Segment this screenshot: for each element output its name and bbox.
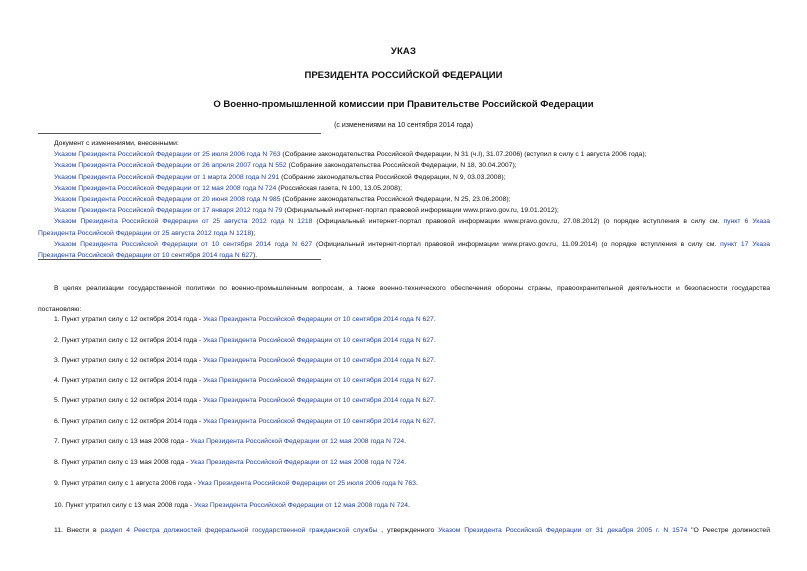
preamble-text: В целях реализации государственной политики по военно-промышленным вопросам, а также военно-технического обеспечения обороны страны, правоохранительной деятельности и безопасности государства	[54, 285, 770, 292]
edition-point-link[interactable]: пункт 6 Указа	[723, 218, 770, 226]
edition-item: Указом Президента Российской Федерации от 20 июня 2008 года N 985 (Собрание законодательства Российской Федерации, N 25, 23.06.2008);	[54, 196, 511, 204]
edition-item-cont: Президента Российской Федерации от 25 августа 2012 года N 1218);	[38, 229, 256, 237]
document-title: УКАЗ	[390, 46, 417, 57]
point-item: 9. Пункт утратил силу с 1 августа 2006 года - Указ Президента Российской Федерации от 25 июля 2006 года N 763.	[54, 480, 418, 487]
edition-link-cont[interactable]: Президента Российской Федерации от 25 августа 2012 года N 1218	[38, 229, 252, 237]
edition-link[interactable]: Указом Президента Российской Федерации от 10 сентября 2014 года N 627	[54, 240, 313, 248]
editions-intro: Документ с изменениями, внесенными:	[54, 140, 179, 147]
edition-link[interactable]: Указом Президента Российской Федерации от 25 августа 2012 года N 1218	[54, 218, 313, 226]
registry-section-link[interactable]: раздел 4 Реестра должностей федеральной государственной гражданской службы	[100, 527, 378, 534]
edition-link-cont[interactable]: Президента Российской Федерации от 10 сентября 2014 года N 627	[38, 252, 253, 260]
point-link[interactable]: Указ Президента Российской Федерации от 10 сентября 2014 года N 627	[203, 316, 434, 323]
point-link[interactable]: Указ Президента Российской Федерации от 10 сентября 2014 года N 627	[203, 397, 434, 404]
point-link[interactable]: Указ Президента Российской Федерации от 10 сентября 2014 года N 627	[203, 418, 434, 425]
point-item: 6. Пункт утратил силу с 12 октября 2014 года - Указ Президента Российской Федерации от 10 сентября 2014 года N 627.	[54, 418, 436, 425]
document-issuer: ПРЕЗИДЕНТА РОССИЙСКОЙ ФЕДЕРАЦИИ	[304, 70, 503, 81]
edition-item: Указом Президента Российской Федерации от 12 мая 2008 года N 724 (Российская газета, N 100, 13.05.2008);	[54, 184, 403, 192]
point-item: 7. Пункт утратил силу с 13 мая 2008 года - Указ Президента Российской Федерации от 12 мая 2008 года N 724.	[54, 438, 407, 445]
edition-link[interactable]: Указом Президента Российской Федерации от 26 апреля 2007 года N 552	[54, 162, 287, 170]
edition-link[interactable]: Указом Президента Российской Федерации от 25 июля 2006 года N 763	[54, 151, 281, 159]
preamble	[38, 283, 770, 315]
edition-item: Указом Президента Российской Федерации от 1 марта 2008 года N 291 (Собрание законодательства Российской Федерации, N 9, 03.03.2008);	[54, 173, 506, 181]
decree-link[interactable]: Указом Президента Российской Федерации от 31 декабря 2005 г. N 1574	[438, 527, 688, 534]
editions-block	[38, 138, 770, 261]
point-item: 1. Пункт утратил силу с 12 октября 2014 года - Указ Президента Российской Федерации от 10 сентября 2014 года N 627.	[54, 316, 436, 323]
preamble-decree: постановляю:	[38, 306, 82, 313]
point-item-11: 11. Внести в раздел 4 Реестра должностей федеральной государственной гражданской службы , утвержденного Указом Президента Российской Федерации от 31 декабря 2005 г. N 1574 "О Реестре должностей	[54, 527, 770, 534]
document-name: О Военно-промышленной комиссии при Правительстве Российской Федерации	[213, 99, 594, 110]
edition-point-link[interactable]: пункт 17 Указа	[720, 240, 770, 248]
point-link[interactable]: Указ Президента Российской Федерации от 12 мая 2008 года N 724	[190, 459, 405, 466]
edition-item: Указом Президента Российской Федерации от 10 сентября 2014 года N 627 (Официальный интернет-портал правовой информации www.pravo.gov.ru, 11.09.2014) (о порядке вступления в силу см. пункт 17 Указа	[54, 240, 770, 248]
edition-item-cont: Президента Российской Федерации от 10 сентября 2014 года N 627).	[38, 252, 258, 260]
edition-item: Указом Президента Российской Федерации от 25 июля 2006 года N 763 (Собрание законодательства Российской Федерации, N 31 (ч.I), 31.07.2006) (вступил в силу с 1 августа 2006 года);	[54, 151, 647, 159]
edition-link[interactable]: Указом Президента Российской Федерации от 20 июня 2008 года N 985	[54, 196, 281, 204]
edition-link[interactable]: Указом Президента Российской Федерации от 12 мая 2008 года N 724	[54, 184, 277, 192]
divider-bottom	[38, 259, 321, 260]
divider-top	[38, 133, 321, 134]
point-item: 8. Пункт утратил силу с 13 мая 2008 года - Указ Президента Российской Федерации от 12 мая 2008 года N 724.	[54, 459, 407, 466]
point-link[interactable]: Указ Президента Российской Федерации от 25 июля 2006 года N 763	[197, 480, 416, 487]
point-item: 3. Пункт утратил силу с 12 октября 2014 года - Указ Президента Российской Федерации от 10 сентября 2014 года N 627.	[54, 357, 436, 364]
edition-item: Указом Президента Российской Федерации от 26 апреля 2007 года N 552 (Собрание законодательства Российской Федерации, N 18, 30.04.2007);	[54, 162, 517, 170]
point-item: 5. Пункт утратил силу с 12 октября 2014 года - Указ Президента Российской Федерации от 10 сентября 2014 года N 627.	[54, 397, 436, 404]
edition-link[interactable]: Указом Президента Российской Федерации от 1 марта 2008 года N 291	[54, 173, 280, 181]
edition-note: (с изменениями на 10 сентября 2014 года)	[334, 122, 473, 129]
edition-item: Указом Президента Российской Федерации от 25 августа 2012 года N 1218 (Официальный интернет-портал правовой информации www.pravo.gov.ru, 27.08.2012) (о порядке вступления в силу см. пункт 6 Указа	[54, 218, 770, 226]
point-link[interactable]: Указ Президента Российской Федерации от 12 мая 2008 года N 724	[190, 438, 405, 445]
edition-link[interactable]: Указом Президента Российской Федерации от 17 января 2012 года N 79	[54, 207, 283, 215]
point-link[interactable]: Указ Президента Российской Федерации от 10 сентября 2014 года N 627	[203, 377, 434, 384]
point-link[interactable]: Указ Президента Российской Федерации от 10 сентября 2014 года N 627	[203, 357, 434, 364]
edition-item: Указом Президента Российской Федерации от 17 января 2012 года N 79 (Официальный интернет-портал правовой информации www.pravo.gov.ru, 19.01.2012);	[54, 207, 559, 215]
point-link[interactable]: Указ Президента Российской Федерации от 12 мая 2008 года N 724	[194, 502, 408, 509]
point-item: 4. Пункт утратил силу с 12 октября 2014 года - Указ Президента Российской Федерации от 10 сентября 2014 года N 627.	[54, 377, 436, 384]
point-link[interactable]: Указ Президента Российской Федерации от 10 сентября 2014 года N 627	[203, 337, 434, 344]
point-item: 10. Пункт утратил силу с 13 мая 2008 года - Указ Президента Российской Федерации от 12 мая 2008 года N 724.	[54, 502, 410, 509]
point-item: 2. Пункт утратил силу с 12 октября 2014 года - Указ Президента Российской Федерации от 10 сентября 2014 года N 627.	[54, 337, 436, 344]
